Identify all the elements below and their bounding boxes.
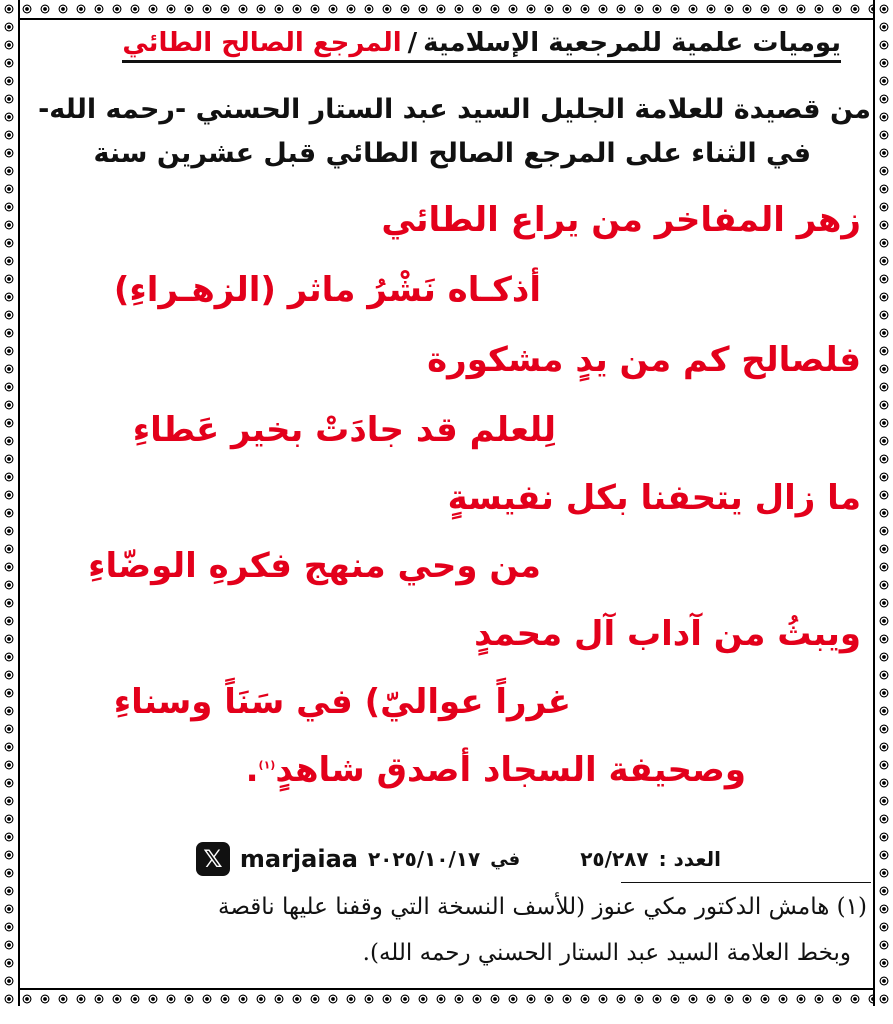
footnote-line-2: وبخط العلامة السيد عبد الستار الحسني رحمه الله).: [362, 940, 851, 966]
header-accent-title: المرجع الصالح الطائي: [122, 28, 402, 58]
footnote-line-1: (١) هامش الدكتور مكي عنوز (للأسف النسخة التي وقفنا عليها ناقصة: [218, 894, 867, 920]
poem-verse-6: من وحي منهج فكرهِ الوضّاءِ: [88, 546, 541, 586]
footnote-marker: (١): [258, 758, 276, 772]
poem-verse-2: أذكـاه نَشْرُ ماثر (الزهـراءِ): [113, 270, 541, 310]
issue-info-row: [196, 842, 721, 876]
x-logo-icon: 𝕏: [196, 842, 230, 876]
poem-verse-9-text: وصحيفة السجاد أصدق شاهدٍ: [275, 750, 746, 790]
border-top: [0, 0, 893, 20]
border-bottom: [0, 988, 893, 1008]
border-left: [0, 0, 20, 1006]
header-prefix: يوميات علمية للمرجعية الإسلامية: [423, 28, 841, 58]
issue-label: العدد :: [658, 847, 721, 871]
poem-verse-9: [246, 750, 746, 790]
poem-verse-1: زهر المفاخر من يراع الطائي: [381, 200, 861, 240]
poem-verse-4: لِلعلم قد جادَتْ بخير عَطاءِ: [132, 410, 556, 450]
social-handle: marjaiaa: [239, 845, 358, 873]
intro-line-2: في الثناء على المرجع الصالح الطائي قبل عشرين سنة: [93, 138, 811, 169]
page-content: [22, 22, 871, 986]
footnote-divider: [621, 882, 871, 883]
issue-date: ٢٠٢٥/١٠/١٧: [367, 847, 481, 871]
poem-verse-3: فلصالح كم من يدٍ مشكورة: [427, 340, 861, 380]
header-separator: /: [407, 28, 418, 58]
poem-verse-5: ما زال يتحفنا بكل نفيسةٍ: [447, 478, 861, 518]
issue-number: ٢٥/٢٨٧: [580, 847, 649, 871]
issue-date-prefix: في: [490, 848, 521, 870]
intro-line-1: من قصيدة للعلامة الجليل السيد عبد الستار الحسني -رحمه الله-: [38, 94, 871, 125]
poem-final-period: .: [245, 750, 259, 790]
border-right: [873, 0, 893, 1006]
poem-verse-8: غرراً عواليّ) في سَنَاً وسناءِ: [113, 682, 571, 722]
page-header: [122, 28, 841, 63]
poem-verse-7: ويبثُ من آداب آل محمدٍ: [474, 614, 861, 654]
